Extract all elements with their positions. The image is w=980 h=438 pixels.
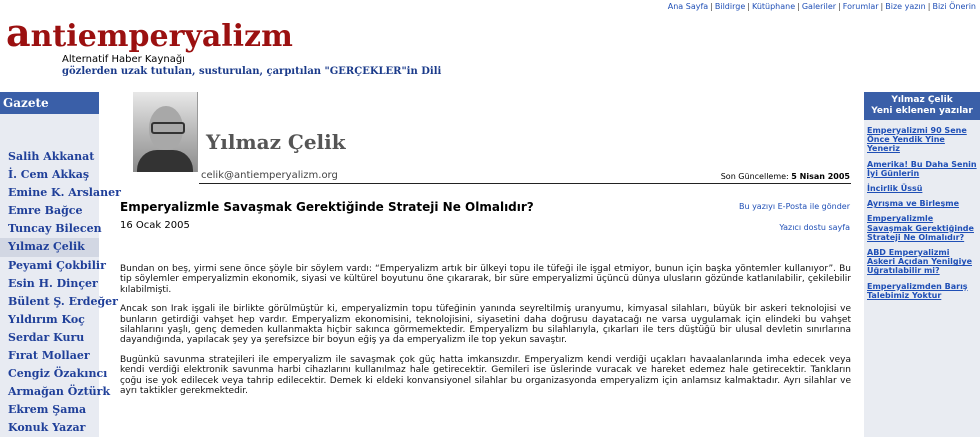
sidebar-item-armagan-ozturk[interactable]: Armağan Öztürk: [8, 385, 111, 399]
photo-glasses: [151, 122, 185, 134]
photo-suit: [137, 150, 193, 172]
email-article-link[interactable]: Bu yazıyı E-Posta ile gönder: [738, 202, 850, 211]
author-list: [8, 148, 121, 438]
sidebar-item-bulent-erdeger[interactable]: Bülent Ş. Erdeğer: [8, 294, 118, 308]
article-paragraph: Ancak son Irak işgali ile birlikte görülmüştür ki, emperyalizmin topu tüfeğinin yanında seyreltilmiş uranyumu, kimyasal silahları, büyük bir askeri teknolojisi ve bunların getirdiği vahşet hep vardır. Emperyalizm ekonomisini, teknolojisini, siyasetini daha doğrusu dayatacağı ne varsa uygulamak için elindeki bu vahşet silahlarını yaşlı, genç demeden kullanmakta hiçbir sakınca görmemektedir. Emperyalizm bu silahlarıyla, çıkarları ile ters düştüğü bir ulusal devletin sınırlarına dayandığında, yapılacak şey ya şerefsizce bir boyun eğiş ya da emperyalizm ile top yekun savaştır.: [120, 304, 851, 346]
sidebar-item-serdar-kuru[interactable]: Serdar Kuru: [8, 330, 85, 344]
nav-separator: |: [880, 2, 884, 11]
recent-heading-label: Yeni eklenen yazılar: [871, 106, 973, 116]
logo-initial: a: [6, 10, 31, 55]
article-body: [120, 264, 851, 405]
sidebar-item-firat-mollaer[interactable]: Fırat Mollaer: [8, 349, 90, 363]
nav-galeriler[interactable]: Galeriler: [801, 2, 837, 11]
nav-kutuphane[interactable]: Kütüphane: [751, 2, 796, 11]
logo-text: ntiemperyalizm: [30, 19, 293, 54]
sidebar-item-konuk-yazar[interactable]: Konuk Yazar: [8, 421, 86, 435]
sidebar-item-esin-dincer[interactable]: Esin H. Dinçer: [8, 276, 98, 290]
updated-label: Son Güncelleme:: [720, 172, 789, 181]
top-navigation: [668, 2, 976, 11]
author-email[interactable]: celik@antiemperyalizm.org: [201, 170, 338, 181]
article-paragraph: Bugünkü savunma stratejileri ile emperyalizm ile savaşmak çok güç hatta imkansızdır. Emperyalizm kendi verdiği uçakları havaalanlarında imha edecek veya kendi verdiği elektronik savunma harbi cihazlarını kullanılmaz hale getirecektir. Gemileri ise üslerinde vuracak ve hareket edemez hale getirecektir. Tankların çoğu ise yok edilecek veya tahrip edilecektir. Demek ki eldeki konvansiyonel silahlar bu organizasyonda emperyalizm için anlamsız kalmaktadır. Ayrı silahlar ve ayrı taktikler gerekmektedir.: [120, 354, 851, 397]
sidebar-item-tuncay-bilecen[interactable]: Tuncay Bilecen: [8, 222, 102, 236]
recent-article-link[interactable]: İncirlik Üssü: [867, 184, 923, 194]
sidebar-item-emre-bagce[interactable]: Emre Bağce: [8, 204, 83, 218]
nav-separator: |: [747, 2, 750, 11]
left-sidebar: [0, 92, 121, 437]
recent-article-link[interactable]: ABD Emperyalizmi Askeri Açıdan Yenilgiye Uğratılabilir mi?: [867, 248, 973, 276]
author-photo: [133, 92, 198, 172]
nav-separator: |: [927, 2, 931, 11]
article-paragraph: Bundan on beş, yirmi sene önce şöyle bir söylem vardı: “Emperyalizm artık bir ülkeyi topu ile tüfeği ile işgal etmiyor, bunun için başka yöntemler kullanıyor”. Bu tip söylemler emperyalizmin ekonomik, siyasi ve kültürel boyutunu öne çıkararak, bir süre emperyalizmi üçüncü dünya ulusların gözünde katlanılabilir, çekilebilir kılabilmişti.: [120, 264, 851, 295]
sidebar-item-peyami-cokbilir[interactable]: Peyami Çokbilir: [8, 258, 106, 272]
nav-ana-sayfa[interactable]: Ana Sayfa: [667, 2, 709, 11]
right-sidebar: [864, 92, 980, 437]
recent-article-link[interactable]: Ayrışma ve Birleşme: [867, 199, 959, 209]
sidebar-item-yildirim-koc[interactable]: Yıldırım Koç: [8, 312, 85, 326]
header-divider: [199, 183, 851, 184]
recent-article-link[interactable]: Emperyalizmle Savaşmak Gerektiğinde Strateji Ne Olmalıdır?: [867, 214, 974, 242]
sidebar-item-cem-akkas[interactable]: İ. Cem Akkaş: [8, 168, 90, 182]
nav-separator: |: [797, 2, 800, 11]
recent-articles-list: [864, 126, 980, 300]
article-date: 16 Ocak 2005: [120, 220, 190, 231]
sidebar-heading: Gazete: [0, 92, 99, 114]
print-friendly-link[interactable]: Yazıcı dostu sayfa: [779, 223, 850, 232]
recent-article-link[interactable]: Emperyalizmden Barış Talebimiz Yoktur: [867, 281, 968, 300]
sidebar-item-yilmaz-celik[interactable]: Yılmaz Çelik: [0, 238, 99, 256]
recent-article-link[interactable]: Emperyalizmi 90 Sene Önce Yendik Yine Yeneriz: [867, 126, 967, 154]
site-logo[interactable]: [6, 10, 293, 55]
sidebar-item-salih-akkanat[interactable]: Salih Akkanat: [8, 150, 95, 163]
recent-articles-heading: [864, 92, 980, 120]
nav-bizi-onerin[interactable]: Bizi Önerin: [932, 2, 976, 11]
nav-bize-yazin[interactable]: Bize yazın: [885, 2, 926, 11]
recent-article-link[interactable]: Amerika! Bu Daha Senin İyi Günlerin: [867, 159, 977, 178]
sidebar-item-emine-arslaner[interactable]: Emine K. Arslaner: [8, 186, 121, 200]
updated-date: 5 Nisan 2005: [791, 172, 850, 181]
site-tagline: Alternatif Haber Kaynağı: [62, 54, 185, 65]
sidebar-item-ekrem-sama[interactable]: Ekrem Şama: [8, 403, 87, 417]
sidebar-item-cengiz-ozakinci[interactable]: Cengiz Özakıncı: [8, 367, 108, 381]
nav-forumlar[interactable]: Forumlar: [842, 2, 879, 11]
nav-bildirge[interactable]: Bildirge: [714, 2, 746, 11]
article-title: Emperyalizmle Savaşmak Gerektiğinde Strateji Ne Olmalıdır?: [120, 200, 534, 214]
nav-separator: |: [838, 2, 841, 11]
last-updated: [721, 172, 850, 181]
nav-separator: |: [710, 2, 713, 11]
site-slogan: gözlerden uzak tutulan, susturulan, çarpıtılan "GERÇEKLER"in Dili: [62, 66, 442, 77]
author-name: Yılmaz Çelik: [206, 130, 346, 154]
recent-heading-author: Yılmaz Çelik: [891, 95, 953, 105]
